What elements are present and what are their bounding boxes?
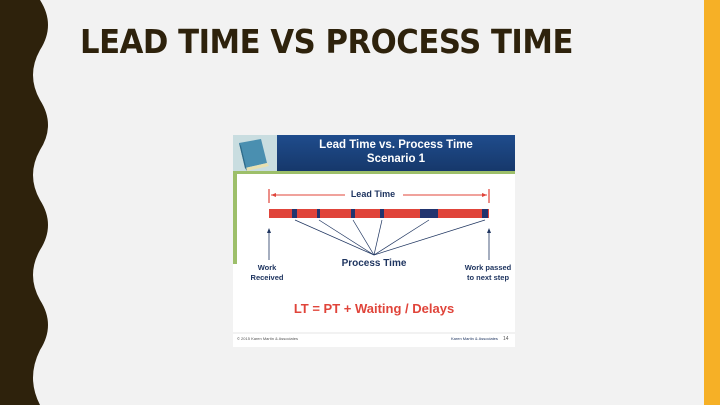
work-received-line-2: Received bbox=[250, 273, 284, 282]
process-block-4 bbox=[380, 209, 384, 218]
process-block-6 bbox=[482, 209, 488, 218]
process-block-1 bbox=[292, 209, 297, 218]
timeline-bar bbox=[269, 209, 489, 218]
work-received-line-1: Work bbox=[257, 263, 277, 272]
process-block-3 bbox=[351, 209, 355, 218]
process-block-5 bbox=[420, 209, 438, 218]
wavy-left-band bbox=[0, 0, 56, 405]
lead-time-label: Lead Time bbox=[350, 189, 396, 199]
lead-time-formula: LT = PT + Waiting / Delays bbox=[293, 301, 455, 316]
slide-title: LEAD TIME VS PROCESS TIME bbox=[80, 22, 573, 61]
inner-logo-text: Karen Martin & Associates bbox=[451, 336, 498, 341]
process-time-label: Process Time bbox=[341, 258, 407, 269]
inner-title-line-2: Scenario 1 bbox=[366, 153, 426, 165]
work-passed-line-1: Work passed bbox=[464, 263, 512, 272]
inner-page-number: 14 bbox=[503, 336, 509, 342]
work-received-label bbox=[245, 263, 289, 283]
inner-copyright: © 2015 Karen Martin & Associates bbox=[237, 336, 298, 341]
work-passed-label bbox=[457, 263, 515, 283]
work-passed-line-2: to next step bbox=[466, 273, 510, 282]
inner-title-line-1: Lead Time vs. Process Time bbox=[319, 139, 473, 151]
process-pointer-lines bbox=[295, 220, 485, 255]
accent-bar-right bbox=[704, 0, 720, 405]
process-block-2 bbox=[317, 209, 320, 218]
embedded-slide-image bbox=[233, 135, 515, 347]
